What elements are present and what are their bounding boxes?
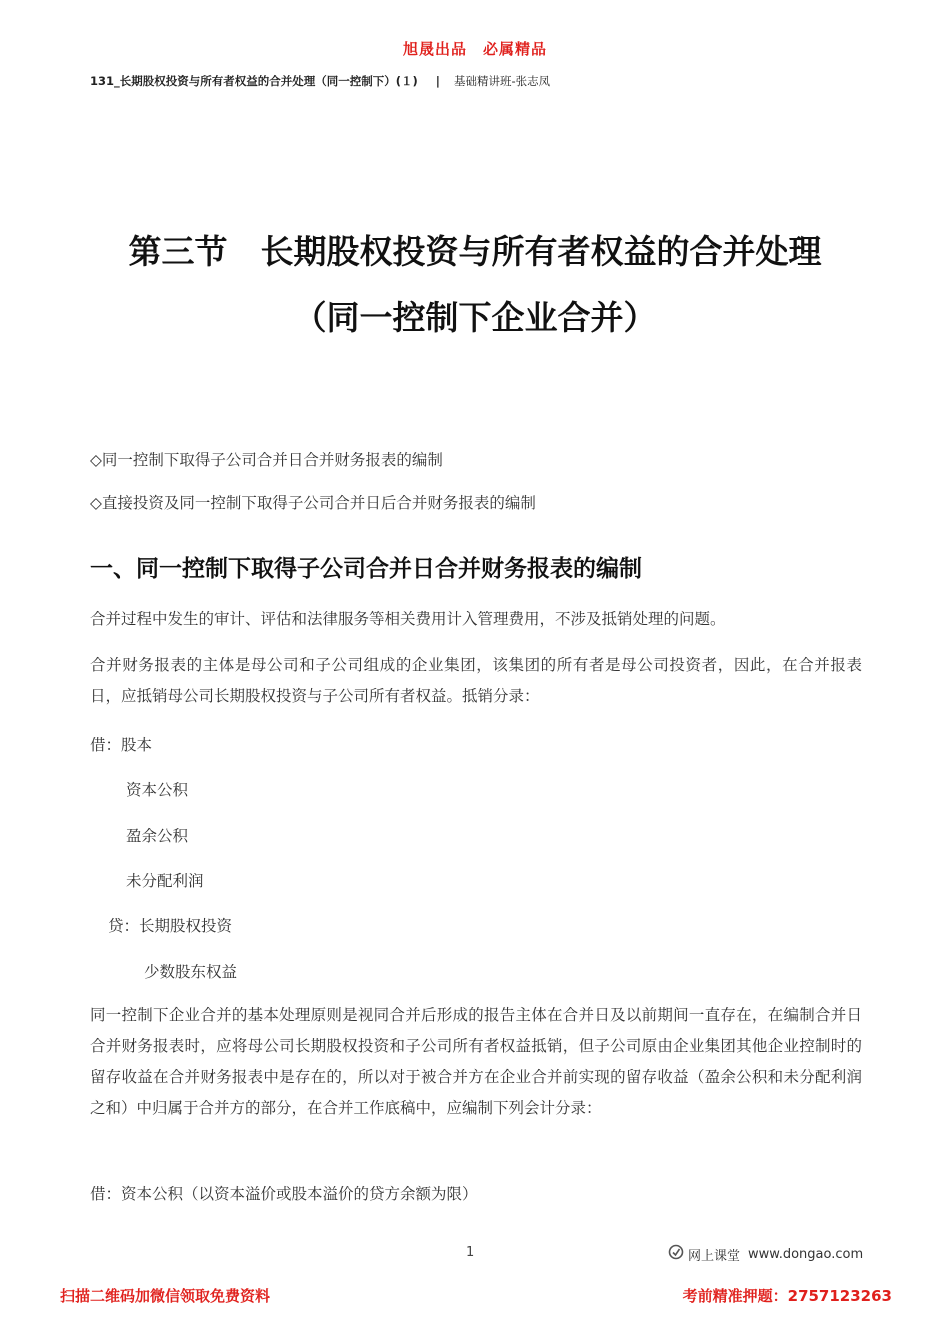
header-separator: |	[435, 74, 440, 88]
entry1-debit-item: 资本公积	[126, 781, 189, 799]
page-title-line-1: 第三节 长期股权投资与所有者权益的合并处理	[128, 232, 822, 271]
page-number: 1	[466, 1245, 475, 1260]
running-header	[90, 73, 550, 89]
paragraph-1: 合并过程中发生的审计、评估和法律服务等相关费用计入管理费用，不涉及抵销处理的问题。	[90, 610, 726, 628]
header-course: 基础精讲班-张志凤	[453, 74, 551, 88]
entry1-credit-line: 贷：长期股权投资	[108, 917, 233, 935]
entry1-debit-line: 借：股本	[90, 736, 153, 754]
footer-website[interactable]: www.dongao.com	[748, 1246, 864, 1262]
page-title-line-2: （同一控制下企业合并）	[293, 298, 657, 337]
bullet-item-2: ◇直接投资及同一控制下取得子公司合并日后合并财务报表的编制	[90, 494, 536, 512]
paragraph-3: 同一控制下企业合并的基本处理原则是视同合并后形成的报告主体在合并日及以前期间一直存在，在编制合并日合并财务报表时，应将母公司长期股权投资和子公司所有者权益抵销，但子公司原由企业集团其他企业控制时的留存收益在合并财务报表中是存在的，所以对于被合并方在企业合并前实现的留存收益（盈余公积和未分配利润之和）中归属于合并方的部分，在合并工作底稿中，应编制下列会计分录：	[90, 1006, 862, 1117]
header-doc-title: 131_长期股权投资与所有者权益的合并处理（同一控制下）(１)	[90, 74, 418, 88]
paragraph-2: 合并财务报表的主体是母公司和子公司组成的企业集团，该集团的所有者是母公司投资者，因此，在合并报表日，应抵销母公司长期股权投资与子公司所有者权益。抵销分录：	[90, 656, 862, 705]
top-banner: 旭晟出品 必属精品	[402, 40, 547, 58]
entry2-debit-line: 借：资本公积（以资本溢价或股本溢价的贷方余额为限）	[90, 1185, 478, 1203]
entry1-debit-item: 未分配利润	[126, 872, 204, 890]
section-heading: 一、同一控制下取得子公司合并日合并财务报表的编制	[90, 555, 642, 582]
entry1-credit-item: 少数股东权益	[144, 963, 238, 981]
dongao-logo-icon	[668, 1244, 684, 1264]
footer-logo-text: 网上课堂	[688, 1248, 741, 1264]
bottom-banner-left: 扫描二维码加微信领取免费资料	[60, 1287, 271, 1305]
entry1-debit-item: 盈余公积	[126, 827, 189, 845]
bottom-banner-right: 考前精准押题：2757123263	[682, 1287, 892, 1305]
bullet-item-1: ◇同一控制下取得子公司合并日合并财务报表的编制	[90, 451, 443, 469]
footer-logo	[668, 1244, 863, 1264]
